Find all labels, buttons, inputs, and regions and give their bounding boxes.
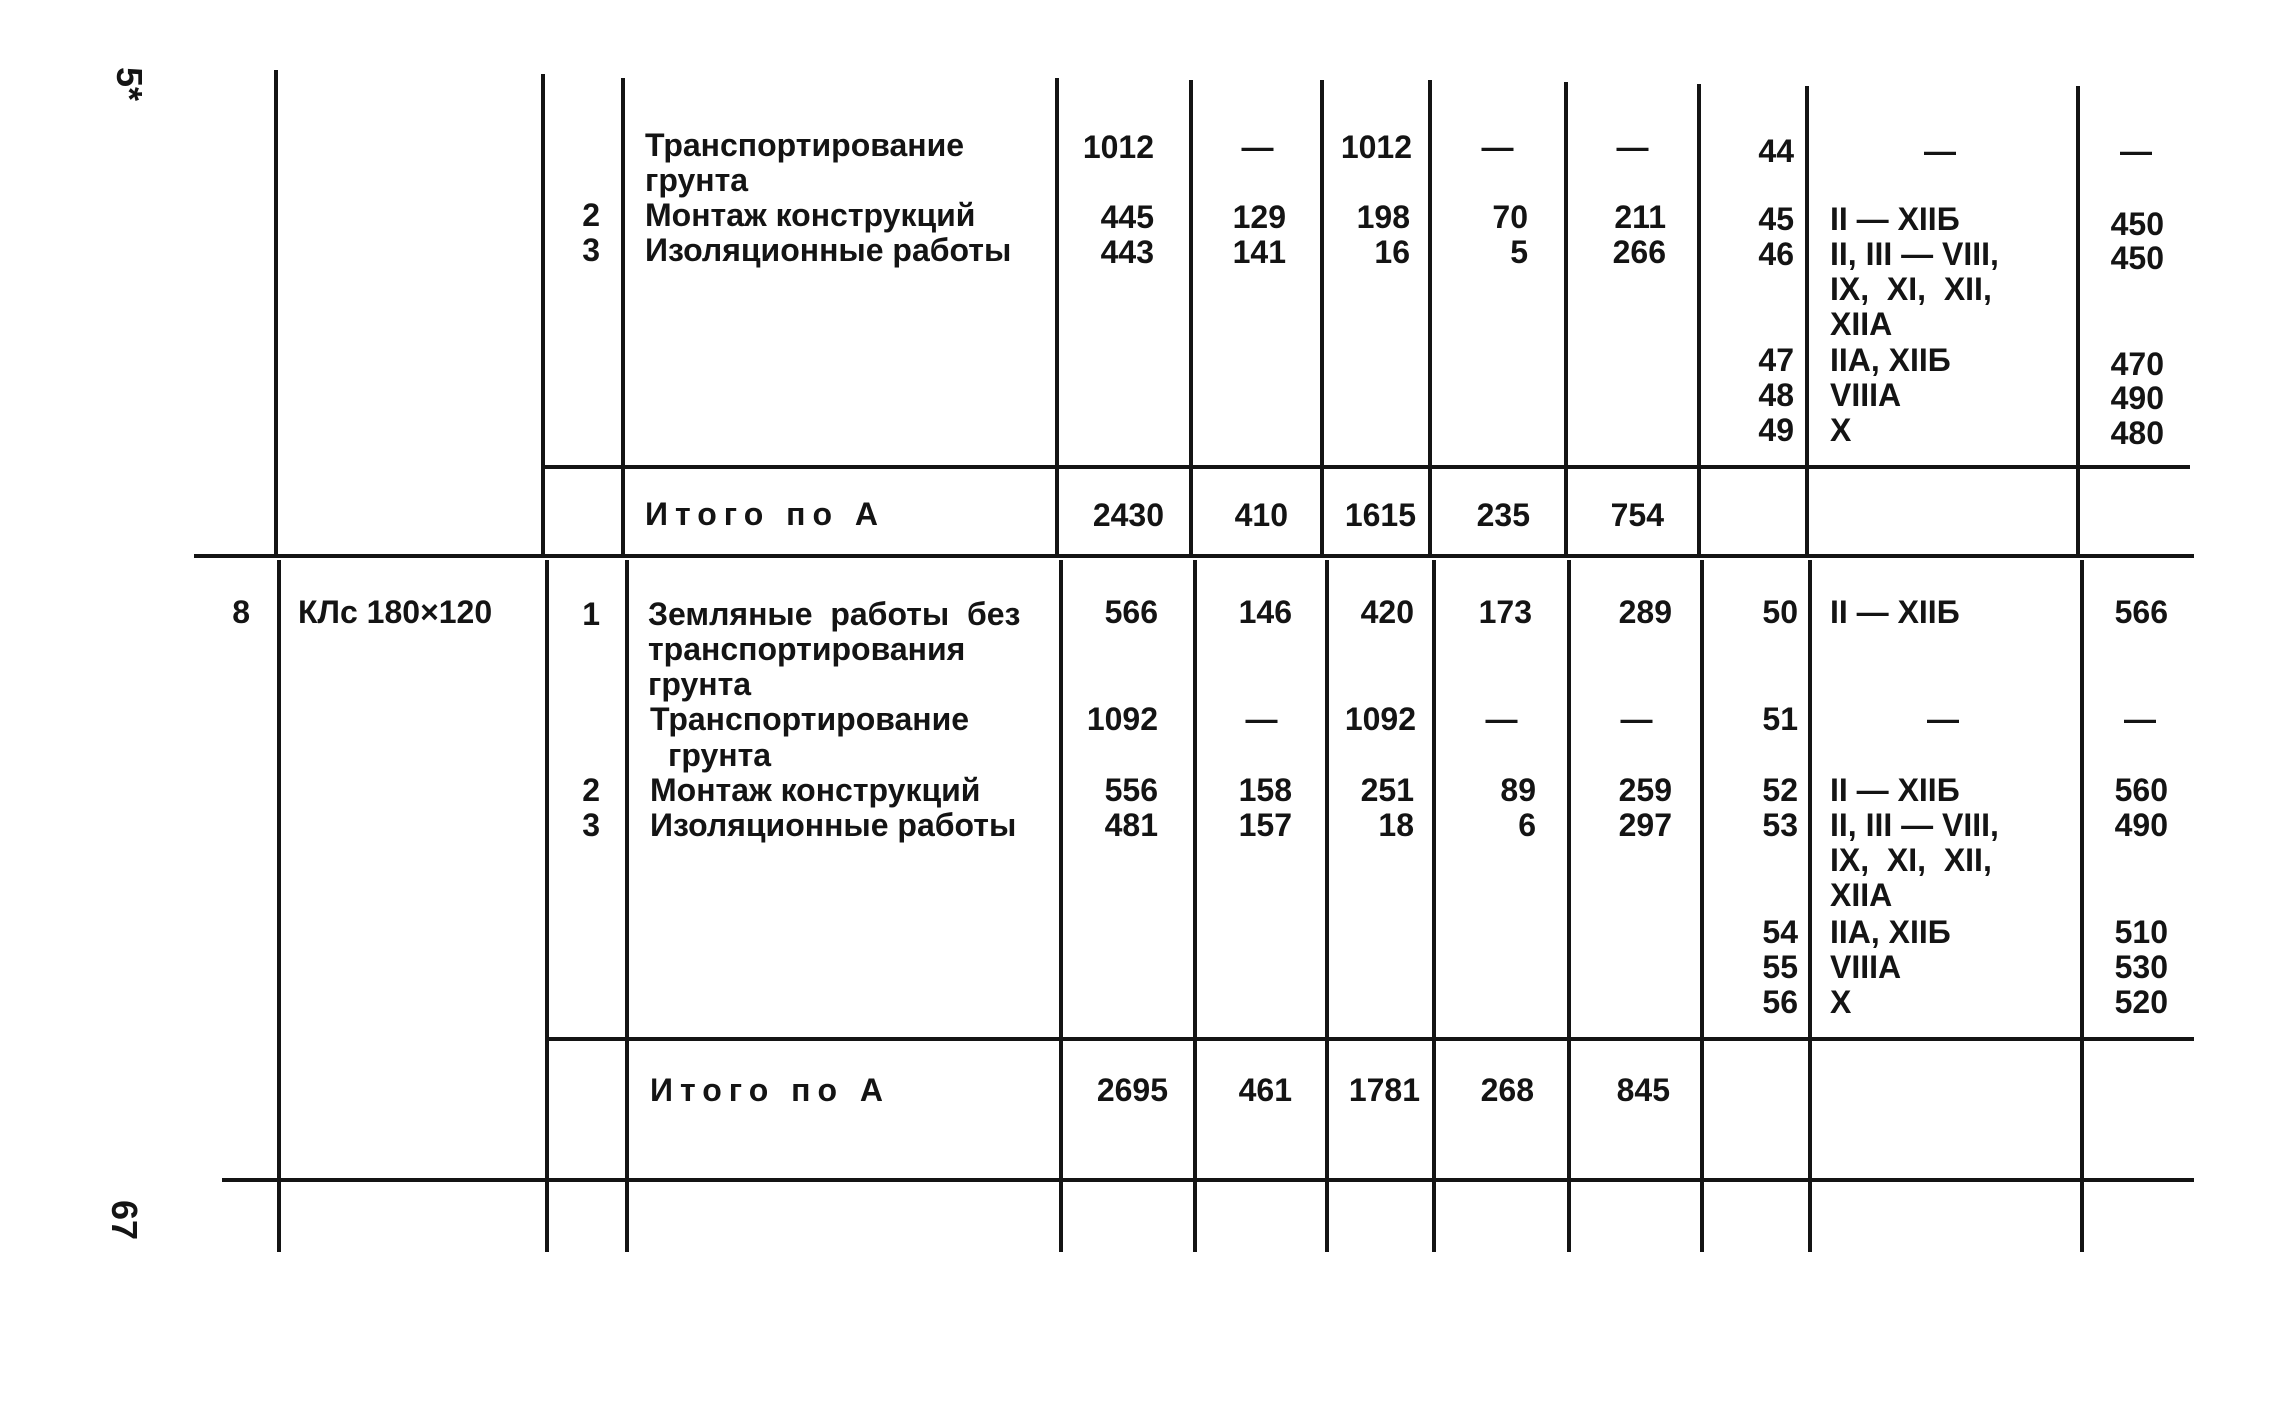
group-ranges: II — XIIБ: [1830, 594, 1960, 630]
value-col3: 1092: [1344, 701, 1416, 737]
rate: 530: [2114, 949, 2168, 985]
total-value: 1781: [1348, 1072, 1420, 1108]
code: 52: [1762, 772, 1798, 808]
group-ranges: II — XIIБ: [1830, 201, 1960, 237]
value-total: 556: [1104, 772, 1158, 808]
rate: 450: [2110, 206, 2164, 242]
code: 55: [1762, 949, 1798, 985]
rate: 510: [2114, 914, 2168, 950]
value-total: 1012: [1082, 129, 1154, 165]
value-col5: 289: [1618, 594, 1672, 630]
code: 56: [1762, 984, 1798, 1020]
value-total: 1092: [1086, 701, 1158, 737]
total-value: 235: [1476, 497, 1530, 533]
group-ranges: XIIA: [1830, 877, 1893, 913]
work-name: транспортирования: [648, 631, 966, 667]
row-number: 1: [582, 596, 600, 632]
rate: 480: [2110, 415, 2164, 451]
value-col5: 297: [1618, 807, 1672, 843]
code: 50: [1762, 594, 1798, 630]
code: 45: [1758, 201, 1794, 237]
code: 48: [1758, 377, 1794, 413]
value-col4: 70: [1492, 199, 1528, 235]
total-value: 2695: [1096, 1072, 1168, 1108]
value-total: 481: [1104, 807, 1158, 843]
value-col2: 158: [1238, 772, 1292, 808]
rate: 520: [2114, 984, 2168, 1020]
value-col3: 420: [1360, 594, 1414, 630]
value-col2: 146: [1238, 594, 1292, 630]
group-ranges: II, III — VIII,: [1830, 236, 1999, 272]
value-col4: 89: [1500, 772, 1536, 808]
work-name: грунта: [648, 666, 752, 702]
total-value: 410: [1234, 497, 1288, 533]
value-col2: —: [1245, 701, 1278, 737]
value-col3: 18: [1378, 807, 1414, 843]
work-name: Изоляционные работы: [645, 232, 1012, 268]
row-number: 2: [582, 772, 600, 808]
value-total: 445: [1100, 199, 1154, 235]
work-name: грунта: [668, 737, 772, 773]
total-value: 754: [1610, 497, 1664, 533]
page-top-mark: 5*: [109, 66, 151, 102]
code: 51: [1762, 701, 1798, 737]
group-ranges: VIIIA: [1830, 377, 1902, 413]
row-number: 3: [582, 807, 600, 843]
total-value: 268: [1480, 1072, 1534, 1108]
group-ranges: XIIA: [1830, 306, 1893, 342]
value-col5: 259: [1618, 772, 1672, 808]
block2-total-rule: [548, 1037, 2194, 1041]
value-total: 566: [1104, 594, 1158, 630]
row-number: 3: [582, 232, 600, 268]
group-ranges: II — XIIБ: [1830, 772, 1960, 808]
rate: —: [2120, 133, 2152, 169]
rate: 560: [2114, 772, 2168, 808]
value-col4: —: [1485, 701, 1518, 737]
value-col5: 266: [1612, 234, 1666, 270]
total-value: 1615: [1344, 497, 1416, 533]
group-ranges: X: [1830, 412, 1852, 448]
value-col3: 198: [1356, 199, 1410, 235]
work-name: Изоляционные работы: [650, 807, 1017, 843]
block-separator-rule: [194, 554, 2194, 558]
total-label: Итого по А: [645, 496, 886, 532]
code: 44: [1758, 133, 1794, 169]
code: 49: [1758, 412, 1794, 448]
value-col3: 251: [1360, 772, 1414, 808]
rate: —: [2124, 701, 2156, 737]
group-ranges: IIA, XIIБ: [1830, 342, 1951, 378]
work-name: Монтаж конструкций: [650, 772, 981, 808]
value-col4: —: [1481, 129, 1514, 165]
group-ranges: VIIIA: [1830, 949, 1902, 985]
value-col3: 16: [1374, 234, 1410, 270]
work-name: Транспортирование: [650, 701, 970, 737]
value-col2: 157: [1238, 807, 1292, 843]
total-value: 2430: [1092, 497, 1164, 533]
code: 54: [1762, 914, 1798, 950]
code: 53: [1762, 807, 1798, 843]
work-name: Транспортирование: [645, 127, 965, 163]
value-col5: 211: [1614, 199, 1666, 235]
rate: 490: [2114, 807, 2168, 843]
rate: 566: [2114, 594, 2168, 630]
group-ranges: —: [1924, 133, 1956, 169]
value-col3: 1012: [1340, 129, 1412, 165]
section-index: 8: [232, 594, 250, 630]
value-col5: —: [1620, 701, 1653, 737]
rate: 450: [2110, 240, 2164, 276]
block1-total-rule: [544, 465, 2190, 469]
value-col2: 129: [1232, 199, 1286, 235]
rate: 490: [2110, 380, 2164, 416]
element-type: КЛс 180×120: [298, 594, 493, 630]
rate: 470: [2110, 346, 2164, 382]
row-number: 2: [582, 197, 600, 233]
value-col2: 141: [1232, 234, 1286, 270]
value-col2: —: [1241, 129, 1274, 165]
page-number: 67: [104, 1199, 146, 1241]
value-col4: 6: [1518, 807, 1536, 843]
group-ranges: —: [1927, 701, 1959, 737]
work-name: Земляные работы без: [648, 596, 1021, 632]
value-col4: 5: [1510, 234, 1528, 270]
group-ranges: IIA, XIIБ: [1830, 914, 1951, 950]
total-label: Итого по А: [650, 1072, 891, 1108]
group-ranges: IX, XI, XII,: [1830, 271, 1992, 307]
total-value: 461: [1238, 1072, 1292, 1108]
code: 46: [1758, 236, 1794, 272]
table-bottom-rule: [222, 1178, 2194, 1182]
group-ranges: IX, XI, XII,: [1830, 842, 1992, 878]
value-col5: —: [1616, 129, 1649, 165]
value-col4: 173: [1478, 594, 1532, 630]
value-total: 443: [1100, 234, 1154, 270]
total-value: 845: [1616, 1072, 1670, 1108]
group-ranges: X: [1830, 984, 1852, 1020]
work-name: Монтаж конструкций: [645, 197, 976, 233]
code: 47: [1758, 342, 1794, 378]
group-ranges: II, III — VIII,: [1830, 807, 1999, 843]
work-name: грунта: [645, 162, 749, 198]
